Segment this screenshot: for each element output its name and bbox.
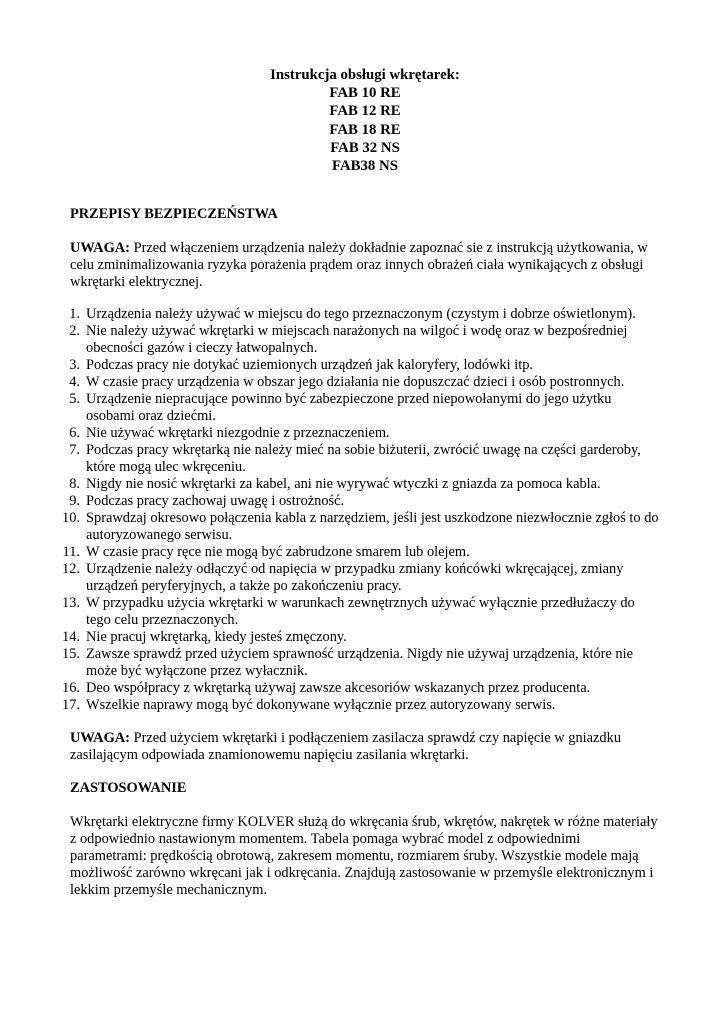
- list-item: [62, 561, 660, 595]
- list-item-number: 16.: [62, 680, 80, 697]
- list-item: [62, 629, 660, 646]
- list-item-number: 6.: [69, 425, 80, 442]
- title-line: FAB 32 NS: [330, 139, 400, 156]
- list-item-number: 13.: [62, 595, 80, 612]
- list-item-text: W czasie pracy ręce nie mogą być zabrudzone smarem lub olejem.: [86, 544, 470, 561]
- title-line: FAB 10 RE: [329, 85, 401, 102]
- list-item-text: Urządzenie niepracujące powinno być zabezpieczone przed niepowołanymi do jego użytku osobami oraz dziećmi.: [86, 391, 612, 425]
- list-item-number: 4.: [69, 374, 80, 391]
- warning-label: UWAGA:: [70, 240, 130, 257]
- list-item-text: Podczas pracy nie dotykać uziemionych urządzeń jak kaloryfery, lodówki itp.: [86, 357, 534, 374]
- supply-warning: [70, 730, 660, 764]
- safety-heading: PRZEPISY BEZPIECZEŃSTWA: [70, 206, 278, 223]
- title-line: FAB 18 RE: [329, 121, 401, 138]
- list-item: [62, 680, 660, 697]
- list-item-text: W czasie pracy urządzenia w obszar jego działania nie dopuszczać dzieci i osób postronnych.: [86, 374, 625, 391]
- list-item-text: Deo współpracy z wkrętarką używaj zawsze akcesoriów wskazanych przez producenta.: [86, 680, 591, 697]
- warning-label: UWAGA:: [70, 730, 130, 747]
- list-item-number: 17.: [62, 697, 80, 714]
- list-item: [62, 697, 660, 714]
- usage-paragraph: Wkrętarki elektryczne firmy KOLVER służą do wkręcania śrub, wkrętów, nakrętek w różne materiały z odpowiednio nastawionym momentem. Tabela pomaga wybrać model z odpowiednimi parametrami: prędkością obrotową, zakresem momentu, rozmiarem śruby. Wszystkie modele mają możliwość zarówno wkręcani jak i odkręcania. Znajdują zastosowanie w przemyśle elektronicznym i lekkim przemyśle mechanicznym.: [70, 814, 658, 899]
- list-item: [70, 306, 660, 323]
- list-item-text: Urządzenie należy odłączyć od napięcia w przypadku zmiany końcówki wkręcającej, zmiany urządzeń peryferyjnych, a także po zakończeniu pracy.: [86, 561, 624, 595]
- safety-warning: [70, 240, 660, 291]
- list-item: [70, 323, 660, 357]
- list-item-number: 1.: [69, 306, 80, 323]
- list-item-text: Urządzenia należy używać w miejscu do tego przeznaczonym (czystym i dobrze oświetlonym).: [86, 306, 636, 323]
- list-item-text: Wszelkie naprawy mogą być dokonywane wyłącznie przez autoryzowany serwis.: [86, 697, 556, 714]
- list-item-number: 11.: [62, 544, 80, 561]
- list-item-text: Nigdy nie nosić wkrętarki za kabel, ani nie wyrywać wtyczki z gniazda za pomoca kabla.: [86, 476, 601, 493]
- list-item-number: 10.: [62, 510, 80, 527]
- title-line: Instrukcja obsługi wkrętarek:: [270, 67, 460, 83]
- list-item: [70, 374, 660, 391]
- list-item-number: 2.: [69, 323, 80, 340]
- warning-text: Przed włączeniem urządzenia należy dokładnie zapoznać sie z instrukcją użytkowania, w celu zminimalizowania ryzyka porażenia prądem oraz innych obrażeń ciała wynikających z obsługi wkrętarki elektrycznej.: [70, 240, 648, 291]
- document-title: [70, 66, 660, 175]
- list-item-number: 15.: [62, 646, 80, 663]
- list-item: [70, 391, 660, 425]
- list-item-number: 8.: [69, 476, 80, 493]
- list-item: [62, 510, 660, 544]
- list-item-text: Zawsze sprawdź przed użyciem sprawność urządzenia. Nigdy nie używaj urządzenia, które nie może być wyłączone przez wyłacznik.: [86, 646, 633, 680]
- list-item-text: Podczas pracy zachowaj uwagę i ostrożność.: [86, 493, 345, 510]
- title-line: FAB 12 RE: [329, 103, 401, 120]
- list-item-number: 9.: [69, 493, 80, 510]
- list-item: [70, 493, 660, 510]
- list-item-text: W przypadku użycia wkrętarki w warunkach zewnętrznych używać wyłącznie przedłużaczy do tego celu przeznaczonych.: [86, 595, 635, 629]
- list-item-text: Nie należy używać wkrętarki w miejscach narażonych na wilgoć i wodę oraz w bezpośredniej obecności gazów i cieczy łatwopalnych.: [86, 323, 628, 357]
- title-line: FAB38 NS: [332, 158, 398, 175]
- list-item: [62, 544, 660, 561]
- list-item-number: 12.: [62, 561, 80, 578]
- safety-rules-list: [62, 306, 660, 714]
- document-page: [62, 66, 660, 899]
- list-item: [70, 357, 660, 374]
- list-item-text: Nie używać wkrętarki niezgodnie z przeznaczeniem.: [86, 425, 390, 442]
- list-item: [62, 595, 660, 629]
- usage-heading: ZASTOSOWANIE: [70, 780, 187, 797]
- list-item: [62, 646, 660, 680]
- warning-text: Przed użyciem wkrętarki i podłączeniem zasilacza sprawdź czy napięcie w gniazdku zasilającym odpowiada znamionowemu napięciu zasilania wkrętarki.: [70, 730, 622, 764]
- list-item: [70, 442, 660, 476]
- list-item-number: 14.: [62, 629, 80, 646]
- list-item-text: Nie pracuj wkrętarką, kiedy jesteś zmęczony.: [86, 629, 347, 646]
- list-item-number: 3.: [69, 357, 80, 374]
- list-item: [70, 476, 660, 493]
- list-item-text: Sprawdzaj okresowo połączenia kabla z narzędziem, jeśli jest uszkodzone niezwłocznie zgłoś to do autoryzowanego serwisu.: [86, 510, 659, 544]
- list-item-text: Podczas pracy wkrętarką nie należy mieć na sobie biżuterii, zwrócić uwagę na części garderoby, które mogą ulec wkręceniu.: [86, 442, 641, 476]
- list-item: [70, 425, 660, 442]
- list-item-number: 5.: [69, 391, 80, 408]
- list-item-number: 7.: [69, 442, 80, 459]
